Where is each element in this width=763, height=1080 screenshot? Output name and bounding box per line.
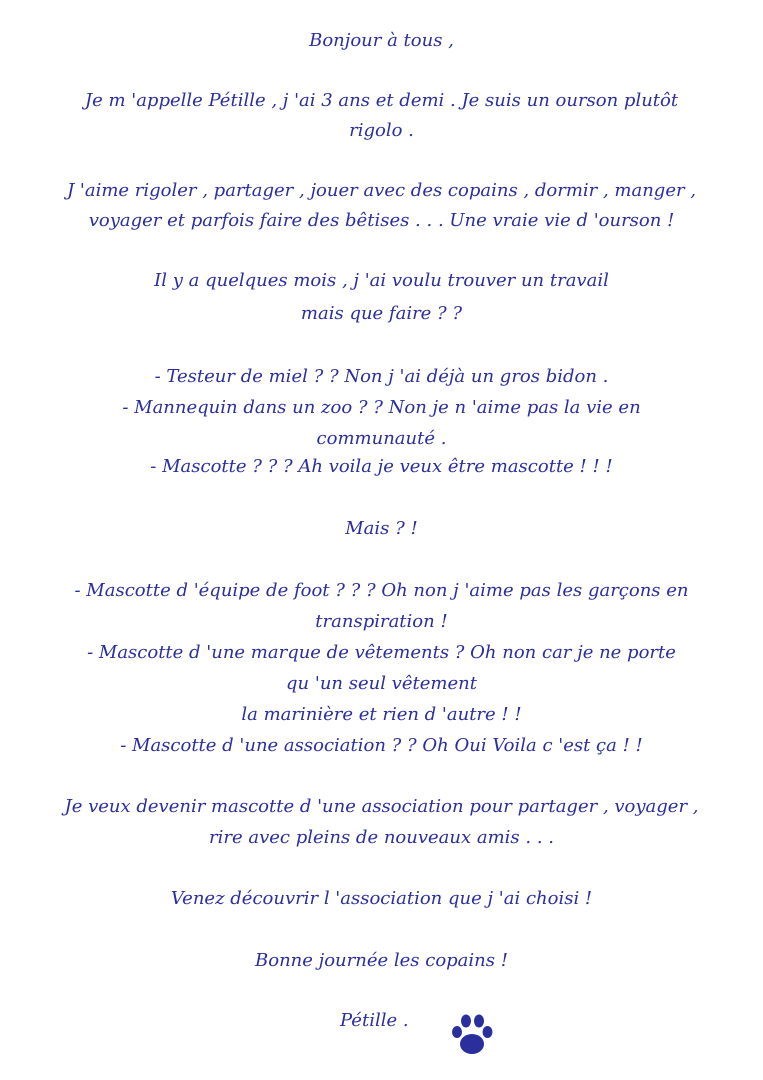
letter-line: Je veux devenir mascotte d 'une association pour partager , voyager , — [64, 796, 699, 817]
greeting: Bonjour à tous , — [309, 30, 454, 51]
letter-line: Mais ? ! — [345, 518, 418, 539]
letter-line: Il y a quelques mois , j 'ai voulu trouver un travail — [154, 270, 609, 291]
letter-line: Je m 'appelle Pétille , j 'ai 3 ans et demi . Je suis un ourson plutôt — [84, 90, 679, 111]
letter-line: communauté . — [316, 428, 447, 449]
letter-line: transpiration ! — [315, 611, 448, 632]
paw-print-icon — [450, 1012, 494, 1058]
letter-line: rigolo . — [349, 120, 414, 141]
closing: Bonne journée les copains ! — [255, 950, 508, 971]
letter-line: qu 'un seul vêtement — [286, 673, 477, 694]
letter-line: - Mascotte ? ? ? Ah voila je veux être mascotte ! ! ! — [150, 456, 613, 477]
letter-line: - Testeur de miel ? ? Non j 'ai déjà un gros bidon . — [154, 366, 609, 387]
letter-line: - Mascotte d 'une association ? ? Oh Oui Voila c 'est ça ! ! — [120, 735, 643, 756]
letter-line: voyager et parfois faire des bêtises . . . Une vraie vie d 'ourson ! — [88, 210, 675, 231]
letter-line: - Mascotte d 'une marque de vêtements ? Oh non car je ne porte — [87, 642, 676, 663]
letter-line: - Mascotte d 'équipe de foot ? ? ? Oh non j 'aime pas les garçons en — [74, 580, 689, 601]
signature-row — [0, 1008, 763, 1058]
letter-line: J 'aime rigoler , partager , jouer avec des copains , dormir , manger , — [66, 180, 697, 201]
signature: Pétille . — [340, 1010, 409, 1031]
letter-line: - Mannequin dans un zoo ? ? Non je n 'aime pas la vie en — [122, 397, 641, 418]
letter-line: Venez découvrir l 'association que j 'ai choisi ! — [170, 888, 593, 909]
letter-line: mais que faire ? ? — [300, 303, 463, 324]
letter-line: la marinière et rien d 'autre ! ! — [241, 704, 522, 725]
letter-line: rire avec pleins de nouveaux amis . . . — [209, 827, 554, 848]
